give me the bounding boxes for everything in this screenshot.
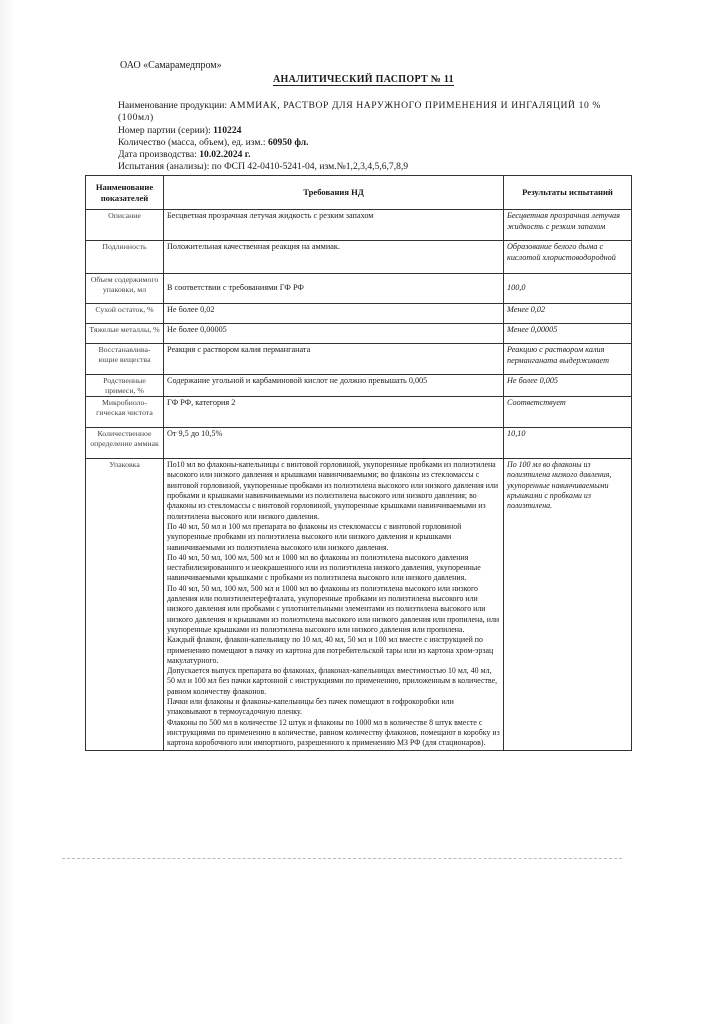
packaging-requirements bbox=[164, 459, 504, 750]
header-parameter: Наименование показателей bbox=[86, 176, 164, 210]
product-value: АММИАК, РАСТВОР ДЛЯ НАРУЖНОГО ПРИМЕНЕНИЯ И ИНГАЛЯЦИЙ 10 % (100мл) bbox=[118, 100, 601, 124]
scan-artifact-line bbox=[62, 858, 622, 859]
packaging-paragraph: По 40 мл, 50 мл, 100 мл, 500 мл и 1000 мл во флаконы из полиэтилена высокого давления нестабилизированного и неокрашенного или из полиэтилена низкого давления, укупоренные навинчиваемыми крышками с пробками из полиэтилена высокого или низкого давления. bbox=[167, 552, 481, 583]
packaging-paragraph: Флаконы по 500 мл в количестве 12 штук и флаконы по 1000 мл в количестве 8 штук вместе с инструкциями по применению в количестве, равном количеству флаконов, помещают в коробку из картона коробочного или импортного, разрешенного к применению МЗ РФ (для стационаров). bbox=[167, 717, 500, 748]
product-meta bbox=[118, 100, 618, 174]
table-row: Восстанавлива-ющие вещества Реакция с раствором калия перманганата Реакцию с раствором калия перманганата выдерживает bbox=[86, 344, 632, 375]
packaging-row: Упаковка По10 мл во флаконы-капельницы с винтовой горловиной, укупоренные пробками из полиэтилена высокого или низкого давления и крышками навинчиваемыми; во флаконы из стекломассы с винтовой горловиной, укупоренные пробками из полиэтилена высокого или низкого давления или пробками и крышками навинчиваемыми из полиэтилена высокого или низкого давления; во флаконы из стекломассы с винтовой горловиной, укупоренные крышками навинчиваемыми из полиэтилена высокого или низкого давления. По 40 мл, 50 мл и 100 мл препарата во флаконы из стекломассы с винтовой горловиной укупоренные пробками из полиэтилена высокого или низкого давления и крышками навинчиваемыми из полиэтилена высокого или низкого давления. По 40 мл, 50 мл, 100 мл, 500 мл и 1000 мл во флаконы из полиэтилена высокого давления нестабилизированного и неокрашенного или из полиэтилена низкого давления, укупоренные навинчиваемыми крышками с пробками из полиэтилена высокого или низкого давления. По 40 мл, 50 мл, 100 мл, 500 мл и 1000 мл во флаконы из полиэтилена высокого или низкого давления или полиэтилентерефталата, укупоренные пробками из полиэтилена высокого или низкого давления или пробками с уплотнительными элементами из полиэтилена высокого или низкого давления и крышками из полиэтилена высокого или низкого давления или пропилена, или укупоренные крышками из полиэтилена высокого или низкого давления или пропилена. Каждый флакон, флакон-капельницу по 10 мл, 40 мл, 50 мл и 100 мл вместе с инструкцией по применению помещают в пачку из картона для потребительской тары или из картона хром-эрзац макулатурного. Допускается выпуск препарата во флаконах, флаконах-капельницах вместимостью 10 мл, 40 мл, 50 мл и 100 мл без пачки картонной с инструкциями по применению, приложенным в количестве, равном количеству флаконов. Пачки или флаконы и флаконы-капельницы без пачек помещают в гофрокоробки или упаковывают в термоусадочную пленку. Флаконы по 500 мл в количестве 12 штук и флаконы по 1000 мл в количестве 8 штук вместе с инструкциями по применению в количестве, равном количеству флаконов, помещают в коробку из картона коробочного или импортного, разрешенного к применению МЗ РФ (для стационаров). По 100 мл во флаконы из полиэтилена низкого давления, укупоренные навинчиваемыми крышками с пробками из полиэтилена. bbox=[86, 459, 632, 750]
product-line: Наименование продукции: АММИАК, РАСТВОР ДЛЯ НАРУЖНОГО ПРИМЕНЕНИЯ И ИНГАЛЯЦИЙ 10 % (100мл) bbox=[118, 100, 601, 124]
document-title: АНАЛИТИЧЕСКИЙ ПАСПОРТ № 11 bbox=[273, 74, 454, 85]
packaging-paragraph: Допускается выпуск препарата во флаконах, флаконах-капельницах вместимостью 10 мл, 40 мл, 50 мл и 100 мл без пачки картонной с инструкциями по применению, приложенным в количестве, равном количеству флаконов. bbox=[167, 666, 498, 696]
header-requirements: Требования НД bbox=[164, 176, 504, 210]
table-row: Микробиоло-гическая чистота ГФ РФ, категория 2 Соответствует bbox=[86, 397, 632, 428]
packaging-paragraph: По10 мл во флаконы-капельницы с винтовой горловиной, укупоренные пробками из полиэтилена высокого или низкого давления и крышками навинчиваемыми; во флаконы из стекломассы с винтовой горловиной, укупоренные пробками из полиэтилена высокого или низкого давления или пробками и крышками навинчиваемыми из полиэтилена высокого или низкого давления; во флаконы из стекломассы с винтовой горловиной, укупоренные крышками навинчиваемыми из полиэтилена высокого или низкого давления. bbox=[167, 460, 499, 521]
header-results: Результаты испытаний bbox=[504, 176, 632, 210]
packaging-paragraph: По 40 мл, 50 мл, 100 мл, 500 мл и 1000 мл во флаконы из полиэтилена высокого или низкого давления или полиэтилентерефталата, укупоренные пробками из полиэтилена высокого или низкого давления или пробками с уплотнительными элементами из полиэтилена высокого или низкого давления и крышками из полиэтилена высокого или низкого давления или пропилена, или укупоренные крышками из полиэтилена высокого или низкого давления или пропилена. bbox=[167, 583, 500, 634]
table-row: Подлинность Положительная качественная реакция на аммиак. Образование белого дыма с кислотой хлористоводородной bbox=[86, 241, 632, 274]
table-row: Объем содержимого упаковки, мл В соответствии с требованиями ГФ РФ 100,0 bbox=[86, 274, 632, 304]
tests-line: Испытания (анализы): по ФСП 42-0410-5241-04, изм.№1,2,3,4,5,6,7,8,9 bbox=[118, 161, 409, 173]
organization-name: ОАО «Самарамедпром» bbox=[120, 60, 222, 71]
packaging-paragraph: Пачки или флаконы и флаконы-капельницы без пачек помещают в гофрокоробки или упаковывают в термоусадочную пленку. bbox=[167, 697, 454, 717]
table-header-row bbox=[86, 176, 632, 210]
date-value: 10.02.2024 г. bbox=[199, 149, 251, 161]
quantity-value: 60950 фл. bbox=[267, 136, 309, 148]
table-row: Описание Бесцветная прозрачная летучая жидкость с резким запахом Бесцветная прозрачная летучая жидкость с резким запахом bbox=[86, 210, 632, 241]
packaging-paragraph: Каждый флакон, флакон-капельницу по 10 мл, 40 мл, 50 мл и 100 мл вместе с инструкцией по применению помещают в пачку из картона для потребительской тары или из картона хром-эрзац макулатурного. bbox=[167, 635, 494, 665]
batch-value: 110224 bbox=[213, 124, 242, 136]
table-row: Количественное определение аммиак От 9,5 до 10,5% 10,10 bbox=[86, 428, 632, 459]
table-row: Тяжелые металлы, % Не более 0,00005 Менее 0,00005 bbox=[86, 324, 632, 344]
table-row: Сухой остаток, % Не более 0,02 Менее 0,02 bbox=[86, 304, 632, 324]
analysis-table bbox=[85, 175, 632, 751]
date-line: Дата производства: 10.02.2024 г. bbox=[118, 149, 251, 161]
quantity-line: Количество (масса, объем), ед. изм.: 60950 фл. bbox=[118, 136, 309, 148]
table-row: Родственные примеси, % Содержание угольной и карбаминовой кислот не должно превышать 0,005 Не более 0,005 bbox=[86, 375, 632, 397]
packaging-paragraph: По 40 мл, 50 мл и 100 мл препарата во флаконы из стекломассы с винтовой горловиной укупоренные пробками из полиэтилена высокого или низкого давления и крышками навинчиваемыми из полиэтилена высокого или низкого давления. bbox=[167, 521, 462, 552]
batch-line: Номер партии (серии): 110224 bbox=[118, 124, 242, 136]
